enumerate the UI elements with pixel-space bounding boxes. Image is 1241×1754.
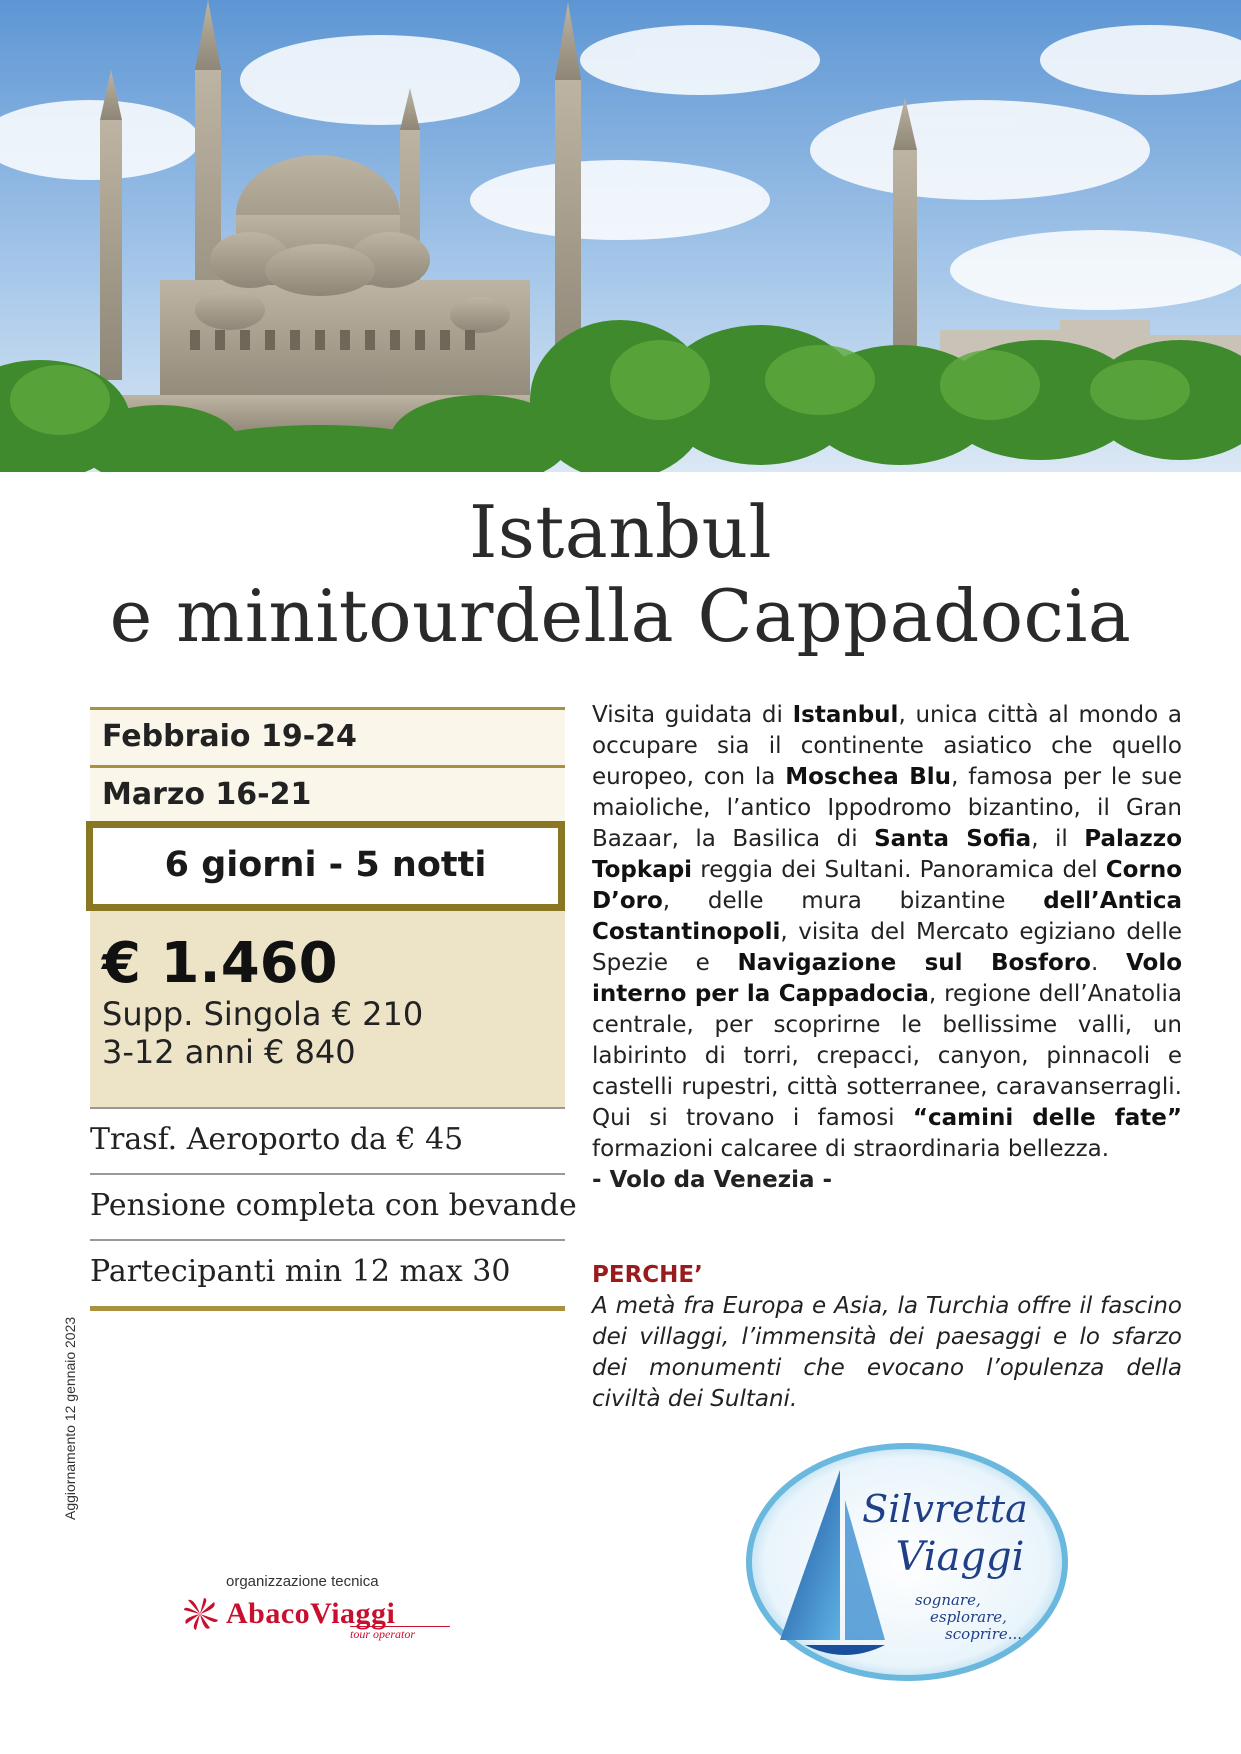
price-box: [90, 911, 565, 1109]
desc-text: , unica città al mondo a occupare sia il continente asiatico che quello europeo, con la: [592, 702, 1183, 790]
info-transfer: Trasf. Aeroporto da € 45: [90, 1109, 565, 1175]
desc-highlight: Istanbul: [792, 702, 899, 728]
price-children: 3-12 anni € 840: [102, 1033, 356, 1071]
desc-text: formazioni calcaree di straordinaria bellezza.: [592, 1136, 1110, 1162]
abaco-name: AbacoViaggi: [226, 1597, 396, 1630]
desc-highlight: Moschea Blu: [785, 764, 952, 790]
price-main: € 1.460: [102, 931, 338, 996]
hero-photo-blue-mosque: [0, 0, 1241, 472]
price-single-supplement: Supp. Singola € 210: [102, 995, 424, 1033]
silvretta-line1: Silvretta: [862, 1487, 1028, 1531]
date-row-1: Febbraio 19-24: [90, 707, 565, 765]
silvretta-tagline-1: sognare,: [915, 1591, 981, 1609]
desc-text: , regione dell’Anatolia centrale, per scoprirne le bellissime valli, un labirinto di torri, crepacci, canyon, pinnacoli e castelli rupestri, città sotterranee, caravanserragli. Qui si trovano i famosi: [592, 981, 1182, 1131]
abaco-subtitle: tour operator: [350, 1626, 450, 1642]
abaco-swirl-icon: [180, 1596, 220, 1632]
desc-text: , il: [1031, 826, 1085, 852]
info-participants: Partecipanti min 12 max 30: [90, 1241, 565, 1311]
desc-text: , famosa per le sue maioliche, l’antico Ippodromo bizantino, il Gran Bazaar, la Basilica di: [592, 764, 1182, 852]
desc-highlight: “camini delle fate”: [912, 1105, 1182, 1131]
perche-section: [592, 1260, 1182, 1415]
title-line-1: Istanbul: [468, 490, 773, 574]
duration-box: 6 giorni - 5 notti: [86, 821, 565, 911]
silvretta-tagline-3: scoprire...: [945, 1625, 1023, 1643]
desc-text: Visita guidata di: [592, 702, 793, 728]
flight-note: - Volo da Venezia -: [592, 1167, 833, 1193]
desc-highlight: Santa Sofia: [874, 826, 1032, 852]
desc-highlight: Navigazione sul Bosforo: [737, 950, 1091, 976]
desc-text: reggia dei Sultani. Panoramica del: [692, 857, 1106, 883]
trip-summary-column: [90, 707, 577, 1311]
desc-highlight: dell’Antica Costantinopoli: [592, 888, 1182, 945]
update-note: Aggiornamento 12 gennaio 2023: [62, 1316, 78, 1520]
perche-text: A metà fra Europa e Asia, la Turchia offre il fascino dei villaggi, l’immensità dei paesaggi e lo sfarzo dei monumenti che evocano l’opulenza della civiltà dei Sultani.: [592, 1293, 1182, 1412]
desc-text: .: [1090, 950, 1126, 976]
date-row-2: Marzo 16-21: [90, 765, 565, 821]
desc-highlight: Volo interno per la Cappadocia: [592, 950, 1182, 1007]
silvretta-tagline-2: esplorare,: [930, 1608, 1007, 1626]
trip-description: [592, 700, 1182, 1196]
silvretta-viaggi-logo: [745, 1440, 1070, 1685]
perche-heading: PERCHE’: [592, 1262, 703, 1288]
desc-text: , visita del Mercato egiziano delle Spezie e: [592, 919, 1182, 976]
desc-highlight: Corno D’oro: [592, 857, 1182, 914]
desc-highlight: Palazzo Topkapi: [592, 826, 1182, 883]
org-label: organizzazione tecnica: [226, 1573, 379, 1590]
page-title: [0, 490, 1241, 658]
desc-text: , delle mura bizantine: [662, 888, 1044, 914]
title-line-2: e minitourdella Cappadocia: [109, 574, 1132, 658]
abaco-viaggi-logo: [180, 1573, 460, 1642]
info-board: Pensione completa con bevande: [90, 1175, 565, 1241]
silvretta-line2: Viaggi: [895, 1534, 1025, 1580]
